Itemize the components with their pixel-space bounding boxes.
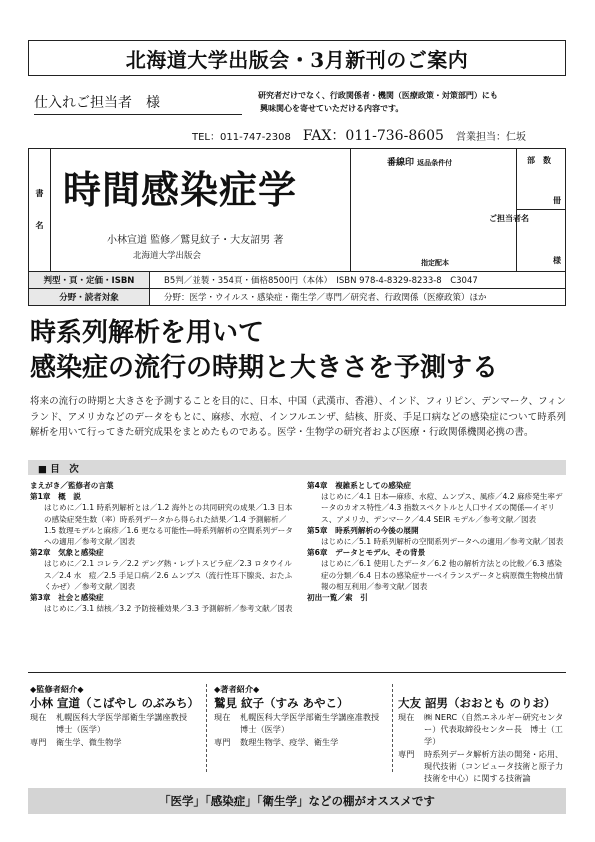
profile-row [398,711,566,748]
stamp-sub: 返品条件付 [417,159,453,167]
contact-tel: TEL：011-747-2308 [192,132,291,143]
spec-value: B5判／並製・354頁・価格8500円（本体） ISBN 978-4-8329-8233-8 C3047 [164,276,478,286]
profile-row [30,711,200,735]
toc-sections: はじめに／2.1 コレラ／2.2 デング熱・レプトスピラ症／2.3 ロタウイルス／2.4 水 痘／2.5 手足口病／2.6 ムンプス（流行性耳下腺炎、おたふくかぜ）／参考文献／図表 [44,559,293,591]
toc-chapter: 第6章 データとモデル、その背景 [307,548,426,558]
toc-sections: はじめに／1.1 時系列解析とは／1.2 海外との共同研究の成果／1.3 日本の感染症発生数（率）時系列データから得られた結果／1.4 予測解析／1.5 数理モデルと麻疹／1.6 更なる可能性―時系列解析の空間系列データへの適用／参考文献／図表 [44,503,293,547]
profile-row-value: ㈱ NERC（自然エネルギー研究センター）代表取締役センター長 博士（工学） [424,712,564,747]
profile-row-key: 専門 [398,748,415,759]
profile-row-key: 専門 [214,736,231,747]
spec-key: 分野・読者対象 [29,289,150,305]
toc-sections: はじめに／6.1 使用したデータ／6.2 他の解析方法との比較／6.3 感染症の分類／6.4 日本の感染症サーベイランスデータと病原微生物検出情報の相互利用／参考文献／図表 [321,559,563,591]
toc-chapter: まえがき／監修者の言葉 [30,481,114,490]
author-profile-2 [398,683,566,784]
profile-row [30,736,200,748]
book-info-box [28,148,566,272]
notice [258,89,568,115]
spec-value: 分野：医学・ウイルス・感染症・衛生学／専門／研究者、行政関係（医療政策）ほか [164,293,487,303]
order-divider [517,209,565,210]
toc-sections: はじめに／4.1 日本―麻疹、水痘、ムンプス、風疹／4.2 麻疹発生率データのカオス特性／4.3 指数スペクトルと人口サイズの関係―イギリス、アメリカ、デンマーク／4.4 SEIR モデル／参考文献／図表 [321,492,563,524]
profile-row-value: 衛生学、微生物学 [56,736,122,747]
notice-line: 研究者だけでなく、行政関係者・機関（医療政策・対策部門）にも [258,91,498,100]
person-unit: 様 [553,256,561,265]
person-label: ご担当者名 [489,214,529,223]
spec-key: 判型・頁・定価・ISBN [29,272,150,288]
toc-chapter: 第4章 複雑系としての感染症 [307,481,412,490]
contact-line [192,125,526,145]
toc-chapter: 第1章 概 説 [30,492,81,502]
headline-line: 感染症の流行の時期と大きさを予測する [30,353,499,383]
stamp-area[interactable] [350,149,517,271]
profile-name: 小林 宣道（こばやし のぶみち） [30,696,200,711]
copies-label: 部 数 [527,156,551,165]
toc-chapter: 初出一覧／索 引 [307,593,368,603]
shelf-recommendation-banner: 「医学」「感染症」「衛生学」などの棚がオススメです [28,788,566,814]
book-label-1: 書 [35,189,44,198]
supervisor-profile [30,683,200,748]
author-profile-1 [214,683,386,748]
headline-line: 時系列解析を用いて [30,318,265,348]
profile-row [214,711,386,735]
copies-unit: 冊 [553,196,561,205]
toc-chapter: 第3章 社会と感染症 [30,593,104,603]
profile-row-key: 専門 [30,736,47,747]
spec-row [28,289,566,306]
book-title: 時間感染症学 [63,167,298,212]
profile-row-value: 札幌医科大学医学部衛生学講座教授 博士（医学） [56,712,196,735]
profile-row [214,736,386,748]
profile-role: ◆著者紹介◆ [214,684,260,694]
headline [30,316,498,386]
profile-name: 大友 詔男（おおとも のりお） [398,696,556,710]
spec-row [28,272,566,289]
profile-divider [392,684,393,772]
toc-chapter: 第2章 気象と感染症 [30,548,104,558]
toc-heading: ■ 目 次 [28,460,566,475]
profile-name: 鷲見 紋子（すみ あやこ） [214,696,349,711]
section-divider [28,672,566,673]
profile-role: ◆監修者紹介◆ [30,684,84,694]
profile-row-value: 札幌医科大学医学部衛生学講座准教授 博士（医学） [240,712,388,735]
notice-line: 興味関心を寄せていただける内容です。 [260,104,404,113]
profile-row-value: 時系列データ解析方法の開発・応用、現代技術（コンピュータ技術と原子力技術を中心）に関する技術論 [424,748,564,784]
toc-right-column [307,480,569,603]
buyer-label: 仕入れご担当者 様 [34,92,242,115]
contact-sales: 営業担当：仁坂 [455,132,526,143]
profile-divider [206,684,207,772]
toc-sections: はじめに／5.1 時系列解析の空間系列データへの適用／参考文献／図表 [321,537,564,547]
book-authors: 小林宣道 監修／鷲見紋子・大友詔男 著 [107,235,284,246]
profile-row-key: 現在 [398,712,415,722]
flyer-title: 北海道大学出版会・3月新刊のご案内 [125,47,469,72]
toc-sections: はじめに／3.1 結核／3.2 予防接種効果／3.3 予測解析／参考文献／図表 [44,604,293,614]
profile-row-key: 現在 [30,712,47,723]
toc-left-column [30,480,296,614]
profile-row-value: 数理生物学、疫学、衛生学 [240,736,339,747]
book-title-label [29,149,51,271]
toc-chapter: 第5章 時系列解析の今後の展開 [307,525,419,535]
book-label-2: 名 [35,221,44,230]
stamp-label-text: 番線印 [387,158,415,168]
description: 将来の流行の時期と大きさを予測することを目的に、日本、中国（武漢市、香港）、インド、フィリピン、デンマーク、フィンランド、アメリカなどのデータをもとに、麻疹、水痘、インフルエンザ、結核、肝炎、手足口病などの感染症について時系列解析を用いて行ってきた研究成果をまとめたものである。医学・生物学の研究者および医療・行政関係機関必携の書。 [30,396,566,438]
order-area[interactable] [489,149,565,271]
book-publisher: 北海道大学出版会 [133,251,202,261]
stamp-label [387,155,452,168]
profile-row [398,748,566,785]
profile-row-key: 現在 [214,712,231,723]
contact-fax: FAX：011-736-8605 [302,128,444,144]
designated-label: 指定配本 [421,259,449,267]
flyer-header [28,40,566,76]
